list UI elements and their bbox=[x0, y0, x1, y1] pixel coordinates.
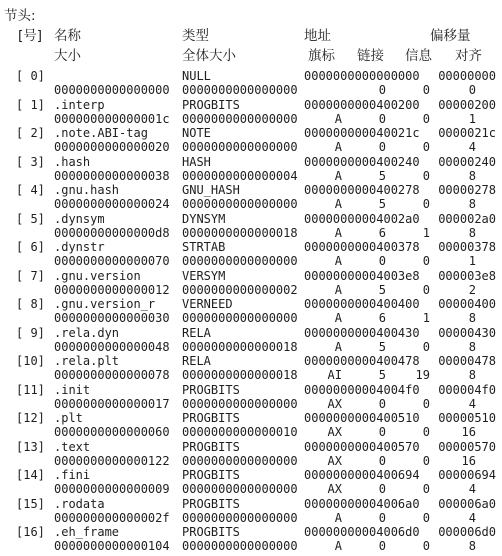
header-row-2 bbox=[0, 46, 502, 67]
section-size: 0000000000000104 bbox=[54, 539, 170, 553]
section-entsize: 0000000000000002 bbox=[182, 282, 298, 297]
section-size: 0000000000000038 bbox=[54, 168, 170, 183]
section-offset: 000004f0 bbox=[438, 382, 496, 397]
section-size: 0000000000000017 bbox=[54, 396, 170, 411]
section-align: 8 bbox=[468, 368, 476, 382]
section-link: 5 bbox=[378, 168, 386, 183]
section-number: [ 0] bbox=[16, 69, 45, 83]
section-flags: A bbox=[334, 282, 342, 297]
section-flags: AX bbox=[327, 482, 342, 496]
header-address: 地址 bbox=[304, 28, 331, 44]
section-number: [ 5] bbox=[16, 211, 45, 226]
section-size: 0000000000000000 bbox=[54, 83, 170, 97]
section-offset: 000002a0 bbox=[438, 211, 496, 226]
section-link: 5 bbox=[378, 339, 386, 354]
section-address: 00000000004006d0 bbox=[304, 525, 420, 539]
section-info: 1 bbox=[422, 311, 430, 325]
section-align: 1 bbox=[468, 111, 476, 126]
section-number: [12] bbox=[16, 411, 45, 425]
header-align: 对齐 bbox=[455, 48, 482, 64]
section-type: PROGBITS bbox=[182, 496, 240, 511]
section-align: 4 bbox=[468, 396, 476, 411]
section-size: 000000000000002f bbox=[54, 510, 170, 525]
section-align: 8 bbox=[468, 168, 476, 183]
section-entsize: 0000000000000018 bbox=[182, 225, 298, 240]
section-info: 0 bbox=[422, 539, 430, 553]
section-offset: 000006a0 bbox=[438, 496, 496, 511]
section-address: 0000000000400240 bbox=[304, 154, 420, 169]
section-flags: AX bbox=[327, 453, 342, 468]
section-name: .dynsym bbox=[54, 211, 105, 226]
section-name: .note.ABI-tag bbox=[54, 126, 148, 140]
section-info: 0 bbox=[422, 83, 430, 97]
section-entsize: 0000000000000000 bbox=[182, 197, 298, 211]
section-size: 0000000000000024 bbox=[54, 197, 170, 211]
section-name: .plt bbox=[54, 411, 83, 425]
section-flags: AX bbox=[327, 396, 342, 411]
section-entsize: 0000000000000018 bbox=[182, 339, 298, 354]
section-entsize: 0000000000000000 bbox=[182, 539, 298, 553]
section-info: 0 bbox=[422, 453, 430, 468]
header-num: [号] bbox=[18, 28, 43, 44]
section-offset: 0000021c bbox=[438, 126, 496, 140]
section-name: .interp bbox=[54, 97, 105, 112]
section-entsize: 0000000000000000 bbox=[182, 140, 298, 154]
section-offset: 00000570 bbox=[438, 439, 496, 454]
section-type: PROGBITS bbox=[182, 382, 240, 397]
section-number: [14] bbox=[16, 468, 45, 482]
header-size: 大小 bbox=[54, 48, 81, 64]
header-row-1 bbox=[0, 26, 502, 47]
section-link: 0 bbox=[378, 510, 386, 525]
section-type: PROGBITS bbox=[182, 468, 240, 482]
section-link: 0 bbox=[378, 254, 386, 268]
section-size: 0000000000000078 bbox=[54, 368, 170, 382]
section-flags: A bbox=[334, 140, 342, 154]
section-name: .text bbox=[54, 439, 91, 454]
section-type: RELA bbox=[182, 354, 211, 368]
section-type: VERSYM bbox=[182, 268, 226, 283]
section-flags: A bbox=[334, 225, 342, 240]
section-name: .gnu.hash bbox=[54, 183, 120, 197]
header-name: 名称 bbox=[54, 28, 81, 44]
section-align: 8 bbox=[468, 311, 476, 325]
section-align: 1 bbox=[468, 254, 476, 268]
section-number: [11] bbox=[16, 382, 45, 397]
section-info: 0 bbox=[422, 425, 430, 439]
section-name: .init bbox=[54, 382, 91, 397]
section-entsize: 0000000000000000 bbox=[182, 254, 298, 268]
section-flags: A bbox=[334, 168, 342, 183]
section-address: 00000000004002a0 bbox=[304, 211, 420, 226]
section-offset: 00000510 bbox=[438, 411, 496, 425]
section-offset: 00000400 bbox=[438, 297, 496, 311]
section-align: 8 bbox=[468, 197, 476, 211]
header-offset: 偏移量 bbox=[430, 28, 471, 44]
section-name: .rela.dyn bbox=[54, 325, 120, 340]
section-flags: A bbox=[334, 111, 342, 126]
section-align: 16 bbox=[461, 425, 476, 439]
section-link: 0 bbox=[378, 140, 386, 154]
section-type: STRTAB bbox=[182, 240, 226, 254]
section-align: 4 bbox=[468, 140, 476, 154]
section-type: PROGBITS bbox=[182, 411, 240, 425]
section-info: 0 bbox=[422, 254, 430, 268]
section-address: 0000000000400200 bbox=[304, 97, 420, 112]
section-row-line-2 bbox=[0, 538, 502, 554]
section-entsize: 0000000000000018 bbox=[182, 368, 298, 382]
section-type: GNU_HASH bbox=[182, 183, 240, 197]
section-link: 6 bbox=[378, 311, 386, 325]
section-size: 0000000000000122 bbox=[54, 453, 170, 468]
section-align: 8 bbox=[468, 225, 476, 240]
section-address: 00000000004004f0 bbox=[304, 382, 420, 397]
section-entsize: 0000000000000000 bbox=[182, 396, 298, 411]
section-address: 0000000000000000 bbox=[304, 69, 420, 83]
section-type: PROGBITS bbox=[182, 97, 240, 112]
section-number: [16] bbox=[16, 525, 45, 539]
section-align: 0 bbox=[468, 83, 476, 97]
section-entsize: 0000000000000000 bbox=[182, 311, 298, 325]
header-link: 链接 bbox=[357, 48, 384, 64]
section-address: 0000000000400430 bbox=[304, 325, 420, 340]
section-offset: 00000240 bbox=[438, 154, 496, 169]
section-size: 0000000000000070 bbox=[54, 254, 170, 268]
section-info: 19 bbox=[415, 368, 430, 382]
section-offset: 00000694 bbox=[438, 468, 496, 482]
section-type: NULL bbox=[182, 69, 211, 83]
section-number: [10] bbox=[16, 354, 45, 368]
section-align: 2 bbox=[468, 282, 476, 297]
section-info: 0 bbox=[422, 510, 430, 525]
section-number: [ 4] bbox=[16, 183, 45, 197]
section-align: 4 bbox=[468, 510, 476, 525]
section-title: 节头: bbox=[4, 8, 36, 24]
section-align: 8 bbox=[468, 339, 476, 354]
section-type: VERNEED bbox=[182, 297, 233, 311]
section-info: 0 bbox=[422, 282, 430, 297]
section-link: 0 bbox=[378, 425, 386, 439]
section-info: 0 bbox=[422, 111, 430, 126]
section-entsize: 0000000000000004 bbox=[182, 168, 298, 183]
section-size: 00000000000000d8 bbox=[54, 225, 170, 240]
section-name: .gnu.version_r bbox=[54, 297, 156, 311]
section-offset: 00000378 bbox=[438, 240, 496, 254]
section-link: 0 bbox=[378, 111, 386, 126]
section-size: 000000000000001c bbox=[54, 111, 170, 126]
section-info: 0 bbox=[422, 339, 430, 354]
section-type: HASH bbox=[182, 154, 211, 169]
section-address: 0000000000400278 bbox=[304, 183, 420, 197]
section-type: PROGBITS bbox=[182, 439, 240, 454]
section-address: 0000000000400378 bbox=[304, 240, 420, 254]
section-address: 0000000000400570 bbox=[304, 439, 420, 454]
section-number: [ 2] bbox=[16, 126, 45, 140]
section-flags: A bbox=[334, 339, 342, 354]
section-offset: 000006d0 bbox=[438, 525, 496, 539]
section-link: 5 bbox=[378, 197, 386, 211]
section-flags: A bbox=[334, 311, 342, 325]
section-address: 0000000000400400 bbox=[304, 297, 420, 311]
section-address: 0000000000400510 bbox=[304, 411, 420, 425]
section-name: .eh_frame bbox=[54, 525, 120, 539]
section-number: [13] bbox=[16, 439, 45, 454]
section-entsize: 0000000000000000 bbox=[182, 111, 298, 126]
section-flags: A bbox=[334, 254, 342, 268]
section-align: 16 bbox=[461, 453, 476, 468]
header-entsize: 全体大小 bbox=[182, 48, 236, 64]
section-number: [ 6] bbox=[16, 240, 45, 254]
section-name: .rodata bbox=[54, 496, 105, 511]
section-entsize: 0000000000000010 bbox=[182, 425, 298, 439]
section-offset: 00000478 bbox=[438, 354, 496, 368]
section-type: NOTE bbox=[182, 126, 211, 140]
section-flags: A bbox=[334, 539, 342, 553]
section-info: 0 bbox=[422, 482, 430, 496]
section-info: 0 bbox=[422, 168, 430, 183]
section-link: 0 bbox=[378, 396, 386, 411]
header-flags: 旗标 bbox=[308, 48, 335, 64]
section-number: [ 1] bbox=[16, 97, 45, 112]
section-link: 6 bbox=[378, 225, 386, 240]
section-address: 0000000000400694 bbox=[304, 468, 420, 482]
section-number: [ 7] bbox=[16, 268, 45, 283]
section-address: 000000000040021c bbox=[304, 126, 420, 140]
section-size: 0000000000000048 bbox=[54, 339, 170, 354]
section-flags: A bbox=[334, 197, 342, 211]
section-link: 0 bbox=[378, 482, 386, 496]
section-offset: 00000430 bbox=[438, 325, 496, 340]
section-offset: 00000278 bbox=[438, 183, 496, 197]
header-info: 信息 bbox=[405, 48, 432, 64]
section-align: 4 bbox=[468, 482, 476, 496]
section-align: 8 bbox=[468, 539, 476, 553]
section-size: 0000000000000012 bbox=[54, 282, 170, 297]
section-name: .rela.plt bbox=[54, 354, 120, 368]
section-name: .gnu.version bbox=[54, 268, 141, 283]
section-info: 1 bbox=[422, 225, 430, 240]
section-name: .hash bbox=[54, 154, 91, 169]
section-flags: AX bbox=[327, 425, 342, 439]
section-address: 00000000004003e8 bbox=[304, 268, 420, 283]
section-size: 0000000000000020 bbox=[54, 140, 170, 154]
section-number: [ 8] bbox=[16, 297, 45, 311]
section-flags: A bbox=[334, 510, 342, 525]
section-name: .fini bbox=[54, 468, 91, 482]
section-offset: 00000000 bbox=[438, 69, 496, 83]
section-entsize: 0000000000000000 bbox=[182, 482, 298, 496]
section-name: .dynstr bbox=[54, 240, 105, 254]
section-offset: 000003e8 bbox=[438, 268, 496, 283]
section-link: 5 bbox=[378, 368, 386, 382]
section-link: 5 bbox=[378, 282, 386, 297]
section-link: 0 bbox=[378, 83, 386, 97]
section-offset: 00000200 bbox=[438, 97, 496, 112]
section-address: 00000000004006a0 bbox=[304, 496, 420, 511]
section-entsize: 0000000000000000 bbox=[182, 510, 298, 525]
section-address: 0000000000400478 bbox=[304, 354, 420, 368]
section-info: 0 bbox=[422, 396, 430, 411]
header-type: 类型 bbox=[182, 28, 209, 44]
section-number: [ 9] bbox=[16, 325, 45, 340]
section-type: PROGBITS bbox=[182, 525, 240, 539]
section-info: 0 bbox=[422, 140, 430, 154]
section-type: RELA bbox=[182, 325, 211, 340]
section-link: 0 bbox=[378, 539, 386, 553]
section-link: 0 bbox=[378, 453, 386, 468]
section-flags: AI bbox=[327, 368, 342, 382]
section-entsize: 0000000000000000 bbox=[182, 83, 298, 97]
section-type: DYNSYM bbox=[182, 211, 226, 226]
section-size: 0000000000000060 bbox=[54, 425, 170, 439]
section-number: [15] bbox=[16, 496, 45, 511]
section-number: [ 3] bbox=[16, 154, 45, 169]
section-entsize: 0000000000000000 bbox=[182, 453, 298, 468]
section-size: 0000000000000030 bbox=[54, 311, 170, 325]
section-info: 0 bbox=[422, 197, 430, 211]
section-size: 0000000000000009 bbox=[54, 482, 170, 496]
